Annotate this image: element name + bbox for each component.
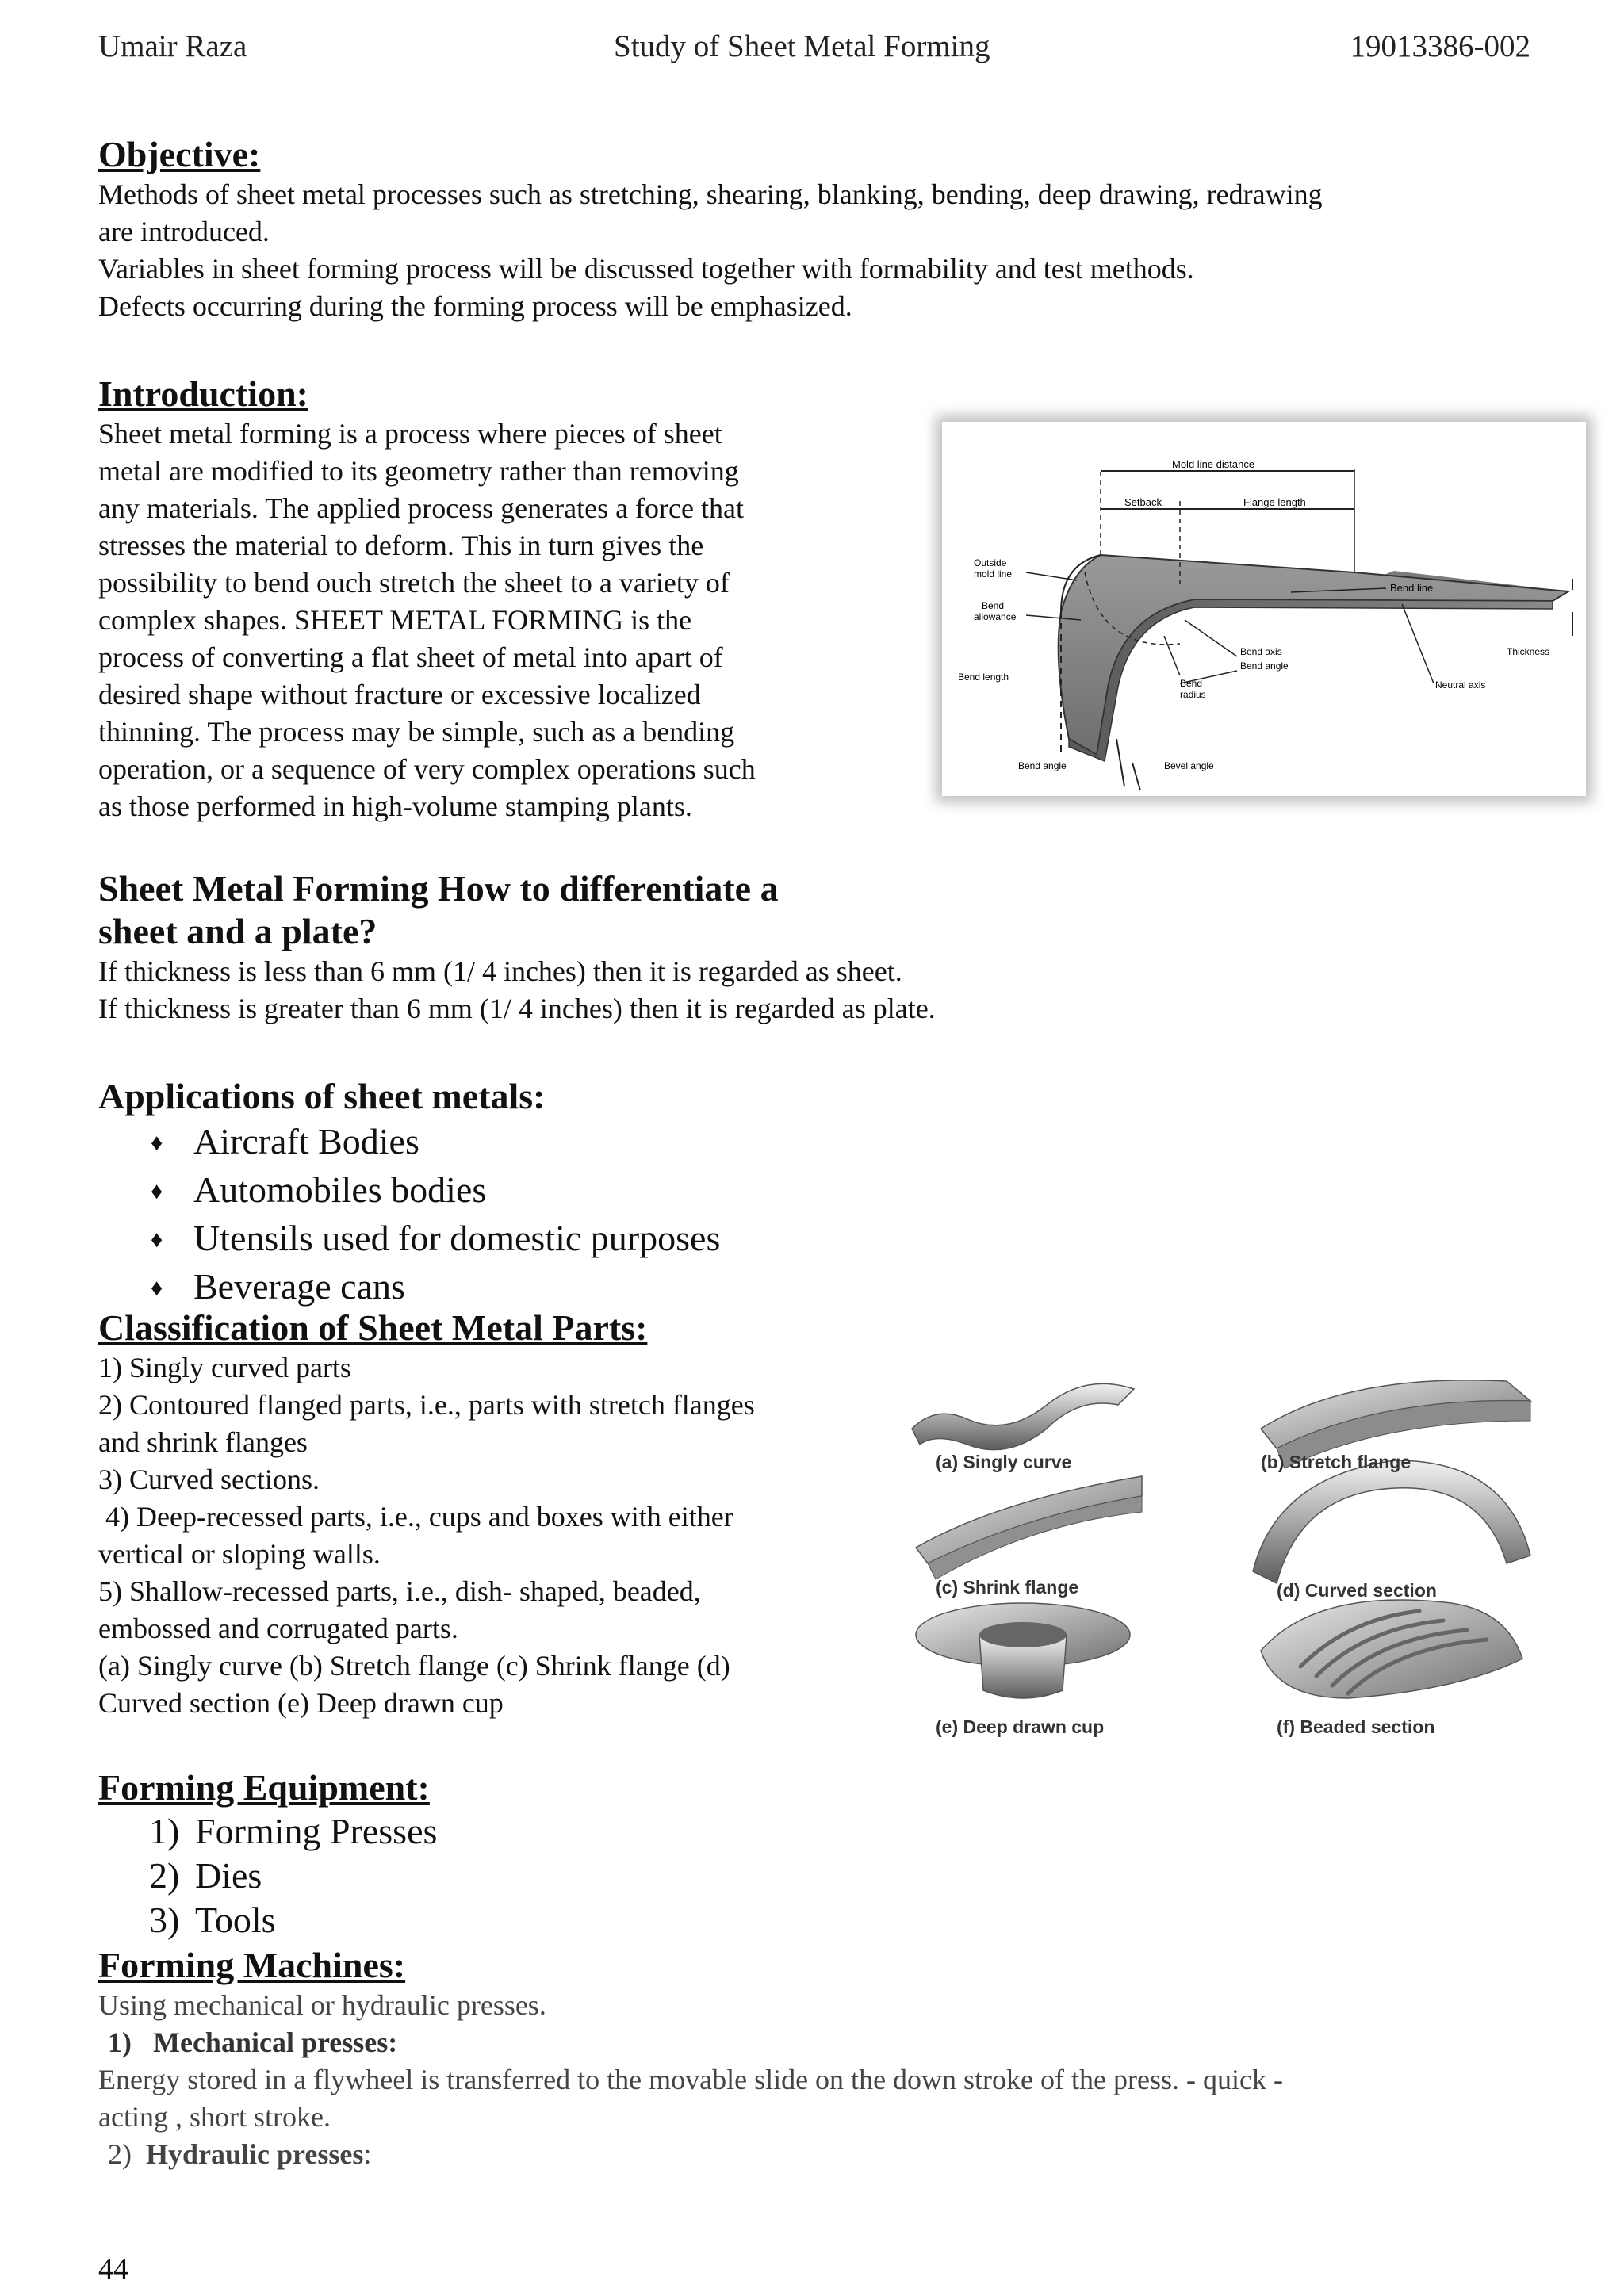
equipment-item: 2) Dies bbox=[149, 1855, 262, 1896]
classification-line: and shrink flanges bbox=[98, 1426, 308, 1458]
diamond-bullet-icon: ♦ bbox=[151, 1226, 163, 1253]
bent-sheet bbox=[1059, 555, 1568, 755]
application-item: ♦ Beverage cans bbox=[98, 1263, 720, 1311]
label-bend-line: Bend line bbox=[1390, 582, 1434, 594]
applications-heading: Applications of sheet metals: bbox=[98, 1076, 546, 1116]
objective-heading: Objective: bbox=[98, 134, 261, 174]
classification-line: Curved section (e) Deep drawn cup bbox=[98, 1687, 504, 1719]
label-bend-angle: Bend angle bbox=[1018, 760, 1067, 771]
label-bend-angle-mid: Bend angle bbox=[1240, 660, 1289, 672]
page-header bbox=[98, 29, 1530, 68]
shrink-flange-part bbox=[916, 1476, 1142, 1563]
label-outside-mold-line-2: mold line bbox=[974, 568, 1013, 580]
machines-section bbox=[98, 1944, 1283, 2173]
introduction-section bbox=[98, 373, 756, 825]
parts-diagram bbox=[904, 1357, 1538, 1754]
applications-section bbox=[98, 1075, 720, 1311]
hydraulic-presses-label: 2) Hydraulic presses: bbox=[108, 2138, 372, 2170]
intro-line: metal are modified to its geometry rather than removing bbox=[98, 455, 739, 487]
intro-line: operation, or a sequence of very complex operations such bbox=[98, 753, 756, 785]
label-bend-radius-1: Bend bbox=[1180, 678, 1203, 689]
label-bend-allowance-2: allowance bbox=[974, 611, 1017, 622]
caption-curved-section: (d) Curved section bbox=[1277, 1580, 1437, 1601]
objective-line: are introduced. bbox=[98, 216, 270, 247]
bend-diagram bbox=[942, 422, 1586, 796]
application-item: ♦ Automobiles bodies bbox=[98, 1166, 720, 1215]
singly-curve-part bbox=[912, 1383, 1134, 1449]
intro-line: Sheet metal forming is a process where pieces of sheet bbox=[98, 418, 722, 450]
header-id: 19013386-002 bbox=[1350, 29, 1530, 63]
machines-intro: Using mechanical or hydraulic presses. bbox=[98, 1989, 546, 2021]
caption-beaded-section: (f) Beaded section bbox=[1277, 1716, 1435, 1737]
objective-section bbox=[98, 133, 1323, 325]
label-bend-allowance-1: Bend bbox=[982, 600, 1005, 611]
mechanical-presses-label: 1) Mechanical presses: bbox=[108, 2026, 398, 2058]
intro-line: process of converting a flat sheet of metal into apart of bbox=[98, 641, 723, 673]
label-flange-length: Flange length bbox=[1243, 496, 1306, 508]
header-author: Umair Raza bbox=[98, 29, 247, 63]
label-thickness: Thickness bbox=[1507, 646, 1550, 657]
curved-section-part bbox=[1253, 1460, 1530, 1583]
equipment-section bbox=[98, 1766, 437, 1942]
machines-heading: Forming Machines: bbox=[98, 1945, 406, 1985]
diamond-bullet-icon: ♦ bbox=[151, 1130, 163, 1156]
page-number: 44 bbox=[98, 2252, 128, 2286]
sheet-plate-heading-1: Sheet Metal Forming How to differentiate a bbox=[98, 868, 779, 909]
label-bend-axis: Bend axis bbox=[1240, 646, 1282, 657]
classification-line: 1) Singly curved parts bbox=[98, 1352, 351, 1383]
classification-section bbox=[98, 1307, 755, 1722]
application-item: ♦ Aircraft Bodies bbox=[98, 1118, 720, 1166]
classification-line: 2) Contoured flanged parts, i.e., parts with stretch flanges bbox=[98, 1389, 755, 1421]
objective-line: Variables in sheet forming process will be discussed together with formability and test methods. bbox=[98, 253, 1194, 285]
caption-singly-curve: (a) Singly curve bbox=[936, 1452, 1072, 1472]
sheet-vs-plate-section bbox=[98, 867, 936, 1027]
sheet-plate-line: If thickness is greater than 6 mm (1/ 4 inches) then it is regarded as plate. bbox=[98, 993, 936, 1024]
label-setback: Setback bbox=[1124, 496, 1162, 508]
intro-line: any materials. The applied process generates a force that bbox=[98, 492, 744, 524]
objective-line: Methods of sheet metal processes such as stretching, shearing, blanking, bending, deep drawing, redrawing bbox=[98, 178, 1323, 210]
label-bend-radius-2: radius bbox=[1180, 689, 1206, 700]
label-mold-line-distance: Mold line distance bbox=[1172, 458, 1255, 470]
equipment-heading: Forming Equipment: bbox=[98, 1767, 430, 1808]
label-bevel-angle: Bevel angle bbox=[1164, 760, 1214, 771]
sheet-metal-parts-figure bbox=[904, 1357, 1538, 1754]
caption-deep-drawn-cup: (e) Deep drawn cup bbox=[936, 1716, 1105, 1737]
classification-line: 3) Curved sections. bbox=[98, 1464, 320, 1495]
classification-line: 4) Deep-recessed parts, i.e., cups and boxes with either bbox=[98, 1501, 733, 1533]
intro-line: desired shape without fracture or excessive localized bbox=[98, 679, 701, 710]
equipment-item: 3) Tools bbox=[149, 1900, 276, 1940]
bend-diagram-figure bbox=[942, 422, 1586, 796]
diamond-bullet-icon: ♦ bbox=[151, 1275, 163, 1301]
label-neutral-axis: Neutral axis bbox=[1435, 679, 1486, 691]
classification-line: 5) Shallow-recessed parts, i.e., dish- shaped, beaded, bbox=[98, 1575, 701, 1607]
caption-shrink-flange: (c) Shrink flange bbox=[936, 1577, 1079, 1598]
mechanical-line: acting , short stroke. bbox=[98, 2101, 331, 2133]
objective-line: Defects occurring during the forming process will be emphasized. bbox=[98, 290, 852, 322]
caption-stretch-flange: (b) Stretch flange bbox=[1261, 1452, 1411, 1472]
classification-heading: Classification of Sheet Metal Parts: bbox=[98, 1307, 648, 1348]
header-title: Study of Sheet Metal Forming bbox=[614, 29, 990, 63]
classification-line: (a) Singly curve (b) Stretch flange (c) Shrink flange (d) bbox=[98, 1650, 730, 1682]
classification-line: embossed and corrugated parts. bbox=[98, 1613, 458, 1644]
equipment-item: 1) Forming Presses bbox=[149, 1811, 438, 1851]
label-bend-length: Bend length bbox=[958, 672, 1009, 683]
intro-line: as those performed in high-volume stamping plants. bbox=[98, 790, 692, 822]
classification-line: vertical or sloping walls. bbox=[98, 1538, 381, 1570]
label-outside-mold-line-1: Outside bbox=[974, 557, 1007, 568]
intro-line: complex shapes. SHEET METAL FORMING is the bbox=[98, 604, 692, 636]
sheet-plate-line: If thickness is less than 6 mm (1/ 4 inches) then it is regarded as sheet. bbox=[98, 955, 902, 987]
intro-line: possibility to bend ouch stretch the sheet to a variety of bbox=[98, 567, 730, 599]
intro-line: thinning. The process may be simple, such as a bending bbox=[98, 716, 735, 748]
diamond-bullet-icon: ♦ bbox=[151, 1178, 163, 1204]
introduction-heading: Introduction: bbox=[98, 373, 308, 414]
mechanical-line: Energy stored in a flywheel is transferred to the movable slide on the down stroke of the press. - quick - bbox=[98, 2064, 1283, 2095]
intro-line: stresses the material to deform. This in turn gives the bbox=[98, 530, 704, 561]
application-item: ♦ Utensils used for domestic purposes bbox=[98, 1215, 720, 1263]
sheet-plate-heading-2: sheet and a plate? bbox=[98, 911, 377, 951]
